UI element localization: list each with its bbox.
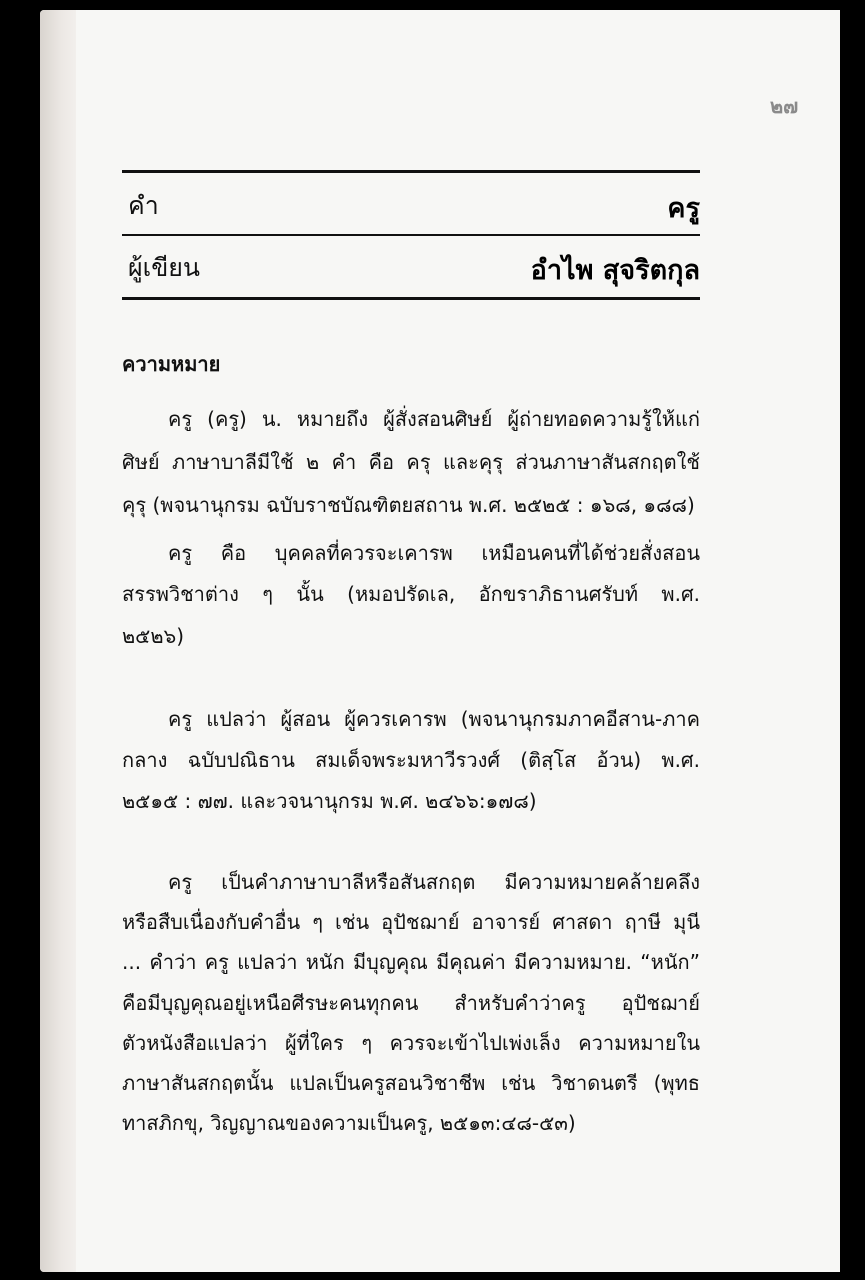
middle-rule <box>122 234 700 236</box>
paragraph-line: ... คำว่า ครู แปลว่า หนัก มีบุญคุณ มีคุณค่า มีความหมาย. “หนัก” <box>122 950 700 974</box>
author-value: อำไพ สุจริตกุล <box>530 255 700 286</box>
term-label: คำ <box>128 191 159 220</box>
section-heading: ความหมาย <box>122 352 221 376</box>
paragraph-line: ครู แปลว่า ผู้สอน ผู้ควรเคารพ (พจนานุกรมภาคอีสาน-ภาค <box>168 707 700 731</box>
paragraph-line: ครู คือ บุคคลที่ควรจะเคารพ เหมือนคนที่ได้ช่วยสั่งสอน <box>168 541 700 565</box>
term-value: ครู <box>667 193 700 224</box>
page-fold-shadow <box>40 10 76 1272</box>
paragraph-line: กลาง ฉบับปณิธาน สมเด็จพระมหาวีรวงศ์ (ติสฺโส อ้วน) พ.ศ. <box>122 748 700 772</box>
paragraph-line: ๒๕๑๕ : ๗๗. และวจนานุกรม พ.ศ. ๒๔๖๖:๑๗๘) <box>122 789 537 813</box>
paragraph-line: คือมีบุญคุณอยู่เหนือศีรษะคนทุกคน สำหรับคำว่าครู อุปัชฌาย์ <box>122 991 700 1015</box>
paragraph-line: ครู เป็นคำภาษาบาลีหรือสันสกฤต มีความหมายคล้ายคลึง <box>168 870 700 894</box>
paragraph-line: ๒๕๒๖) <box>122 624 185 648</box>
paragraph-line: สรรพวิชาต่าง ๆ นั้น (หมอปรัดเล, อักขราภิธานศรับท์ พ.ศ. <box>122 582 700 606</box>
paragraph-line: ภาษาสันสกฤตนั้น แปลเป็นครูสอนวิชาชีพ เช่น วิชาดนตรี (พุทธ <box>122 1071 700 1095</box>
paragraph-line: ครู (ครู) น. หมายถึง ผู้สั่งสอนศิษย์ ผู้ถ่ายทอดความรู้ให้แก่ <box>168 407 700 431</box>
paragraph-line: ทาสภิกขุ, วิญญาณของความเป็นครู, ๒๕๑๓:๔๘-๕๓) <box>122 1111 576 1135</box>
paragraph-line: ตัวหนังสือแปลว่า ผู้ที่ใคร ๆ ควรจะเข้าไปเพ่งเล็ง ความหมายใน <box>122 1031 700 1055</box>
paragraph-line: หรือสืบเนื่องกับคำอื่น ๆ เช่น อุปัชฌาย์ อาจารย์ ศาสดา ฤาษี มุนี <box>122 910 700 934</box>
paragraph-line: คุรุ (พจนานุกรม ฉบับราชบัณฑิตยสถาน พ.ศ. ๒๕๒๕ : ๑๖๘, ๑๘๘) <box>122 493 695 517</box>
paragraph-line: ศิษย์ ภาษาบาลีมีใช้ ๒ คำ คือ ครุ และคุรุ ส่วนภาษาสันสกฤตใช้ <box>122 450 700 474</box>
author-label: ผู้เขียน <box>128 253 201 282</box>
top-rule <box>122 170 700 173</box>
bottom-rule <box>122 297 700 300</box>
page-number: ๒๗ <box>770 94 799 118</box>
